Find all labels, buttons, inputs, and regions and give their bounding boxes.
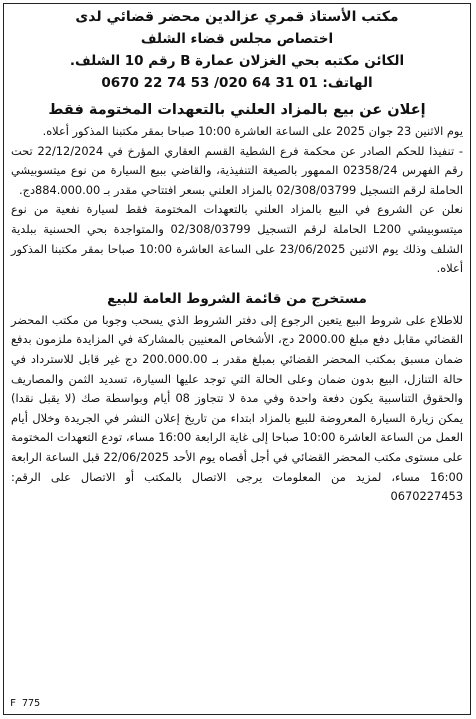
announcement-headline: إعلان عن بيع بالمزاد العلني بالتعهدات المختومة فقط (48, 102, 426, 118)
office-name: مكتب الأستاذ قمري عزالدين محضر قضائي لدى (75, 9, 399, 25)
court-ruling-paragraph: - تنفيذا للحكم الصادر عن محكمة فرع الشطية القسم العقاري المؤرخ في 22/12/2024 تحت رقم الفهرس 02358/24 الممهور بالصيغة التنفيذية، والقاضي ببيع السيارة من نوع ميتسوبيشي الحاملة لرقم التسجيل 02/308/03799 بالمزاد العلني بسعر افتتاحي مقدر بـ 884.000.00دج. (11, 143, 464, 197)
auction-notice-paragraph: نعلن عن الشروع في البيع بالمزاد العلني بالتعهدات المختومة فقط لسيارة نفعية من نوع ميتسوبيشي L200 الحاملة لرقم التسجيل 02/308/03799 والمتواجدة بحي الحسنية ببلدية الشلف وذلك يوم الاثنين 23/06/2025 على الساعة العاشرة 10:00 صباحا بمقر مكتبنا المذكور أعلاه. (11, 202, 463, 276)
footer-code: F 775 (10, 698, 41, 709)
office-jurisdiction: اختصاص مجلس قضاء الشلف (140, 31, 334, 47)
announcement-body (4, 4, 470, 507)
conditions-heading: مستخرج من قائمة الشروط العامة للبيع (107, 290, 367, 307)
conditions-paragraph: للاطلاع على شروط البيع يتعين الرجوع إلى دفتر الشروط الذي يسحب وجوبا من مكتب المحضر القضائي مقابل دفع مبلغ 2000.00 دج، الأشخاص المعنيين بالمشاركة في المزايدة ملزمون بدفع ضمان مسبق بمكتب المحضر القضائي بمبلغ مقدر بـ 200.000.00 دج غير قابل للاسترداد في حالة التنازل، البيع بدون ضمان وعلى الحالة التي توجد عليها السيارة، تسديد الثمن والمصاريف والحقوق التناسبية يكون دفعة واحدة وفي مدة لا تتجاوز 08 أيام وبواسطة صك (لا يقبل نقدا) يمكن زيارة السيارة المعروضة للبيع بالمزاد ابتداء من تاريخ إعلان النشر في الجريدة وخلال أيام العمل من الساعة العاشرة 10:00 صباحا إلى غاية الرابعة 16:00 مساء، تودع التعهدات المختومة على مستوى مكتب المحضر القضائي في أجل أقصاه يوم الأحد 22/06/2025 قبل الساعة الرابعة 16:00 مساء، لمزيد من المعلومات يرجى الاتصال بالمكتب أو الاتصال على الرقم: 0670227453 (11, 312, 464, 504)
office-address: الكائن مكتبه بحي الغزلان عمارة B رقم 10 الشلف. (69, 53, 405, 69)
auction-date-paragraph: يوم الاثنين 23 جوان 2025 على الساعة العاشرة 10:00 صباحا بمقر مكتبنا المذكور أعلاه. (42, 124, 463, 138)
office-phone: الهاتف: 01 31 64 020/ 53 74 22 0670 (101, 75, 373, 91)
announcement-frame (3, 3, 471, 715)
